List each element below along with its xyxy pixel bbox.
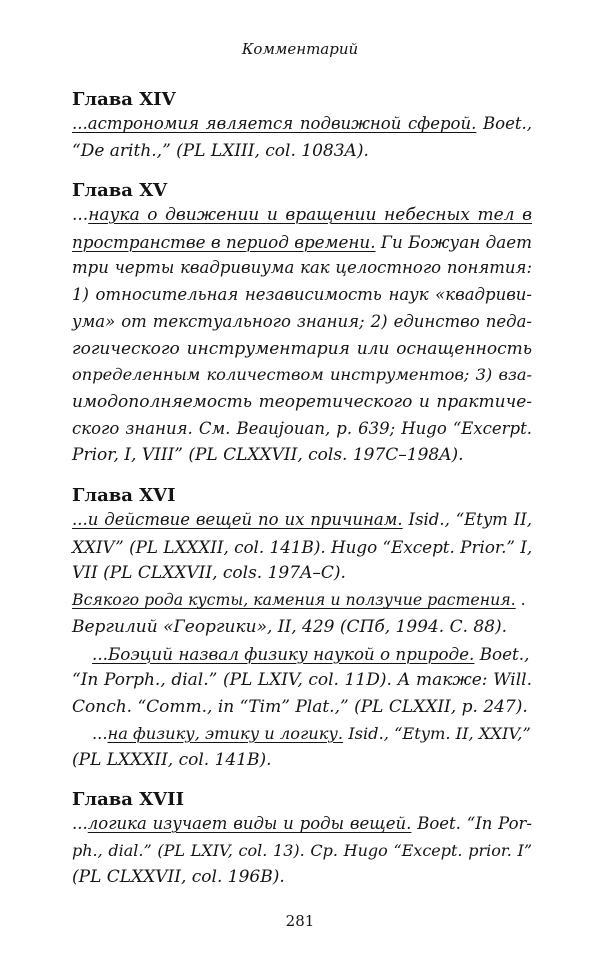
chapter-14 bbox=[72, 89, 532, 164]
text-line: ph., dial.” (PL LXIV, col. 13). Ср. Hugo “Except. prior. I” bbox=[72, 840, 532, 860]
underlined-quote: пространстве в период времени. bbox=[72, 231, 376, 252]
text-line: определенным количеством инструментов; 3) вза- bbox=[72, 365, 532, 385]
text-line: три черты квадривиума как целостного понятия: bbox=[72, 258, 532, 278]
text-line: XXIV” (PL LXXXII, col. 141B). Hugo “Except. Prior.” I, bbox=[72, 536, 533, 557]
text-line: ума» от текстуального знания; 2) единство педа- bbox=[72, 311, 532, 331]
text-line: (PL LXXXII, col. 141B). bbox=[72, 750, 272, 771]
text-line: 1) относительная независимость наук «квадриви- bbox=[72, 285, 532, 305]
underlined-quote: логика изучает виды и роды вещей. bbox=[87, 814, 412, 833]
reference: Boet. “In Por- bbox=[411, 814, 532, 833]
text-line bbox=[72, 202, 532, 229]
ellipsis: ... bbox=[92, 723, 108, 743]
text-line: “In Porph., dial.” (PL LXIV, col. 11D). А также: Will. bbox=[72, 670, 532, 691]
text-line: гогического инструментария или оснащенность bbox=[72, 338, 532, 359]
underlined-quote: наука о движении и вращении небесных тел в bbox=[88, 205, 532, 225]
chapter-17 bbox=[72, 789, 532, 891]
underlined-quote: ...и действие вещей по их причинам. bbox=[72, 510, 403, 529]
text-line: Вергилий «Георгики», II, 429 (СПб, 1994. С. 88). bbox=[72, 616, 508, 637]
text-line bbox=[72, 641, 532, 668]
text-line: Conch. “Comm., in “Tim” Plat.,” (PL CLXXII, p. 247). bbox=[72, 696, 528, 717]
text-line bbox=[72, 721, 532, 748]
ellipsis: ... bbox=[72, 205, 89, 225]
chapter-16 bbox=[72, 485, 532, 774]
underlined-quote: ...астрономия является подвижной сферой. bbox=[72, 114, 477, 133]
text-line: VII (PL CLXXVII, cols. 197A–C). bbox=[72, 563, 346, 584]
text-line: имодополняемость теоретического и практиче- bbox=[72, 391, 532, 412]
chapter-heading: Глава XVII bbox=[72, 789, 184, 810]
text-line: ского знания. См. Beaujouan, p. 639; Hugo “Excerpt. bbox=[72, 418, 532, 438]
underlined-quote: ...Боэций назвал физику наукой о природе. bbox=[92, 643, 475, 664]
underlined-quote: на физику, этику и логику. bbox=[107, 723, 344, 743]
reference: Isid., “Etym II, bbox=[402, 510, 532, 529]
reference: Isid., “Etym. II, XXIV,” bbox=[343, 723, 531, 743]
underlined-quote: Всякого рода кусты, камения и ползучие растения. bbox=[72, 590, 516, 610]
text-line: “De arith.,” (PL LXIII, col. 1083A). bbox=[72, 140, 369, 161]
commentary-text: Ги Божуан дает bbox=[375, 231, 532, 252]
text-line bbox=[72, 811, 532, 838]
reference: . bbox=[515, 590, 526, 610]
chapter-heading: Глава XV bbox=[72, 180, 168, 201]
chapter-heading: Глава XIV bbox=[72, 89, 176, 110]
ellipsis: ... bbox=[72, 814, 88, 833]
text-line bbox=[72, 229, 532, 256]
text-line bbox=[72, 507, 532, 534]
text-line: Prior, I, VIII” (PL CLXXVII, cols. 197C–198A). bbox=[72, 445, 464, 466]
page-number: 281 bbox=[285, 912, 315, 930]
running-head: Комментарий bbox=[241, 40, 359, 58]
text-line: (PL CLXXVII, col. 196B). bbox=[72, 867, 285, 888]
text-line bbox=[72, 587, 532, 614]
reference: Boet., bbox=[476, 114, 532, 133]
chapter-heading: Глава XVI bbox=[72, 485, 176, 506]
text-line bbox=[72, 111, 532, 138]
reference: Boet., bbox=[474, 643, 530, 664]
chapter-15 bbox=[72, 180, 532, 469]
